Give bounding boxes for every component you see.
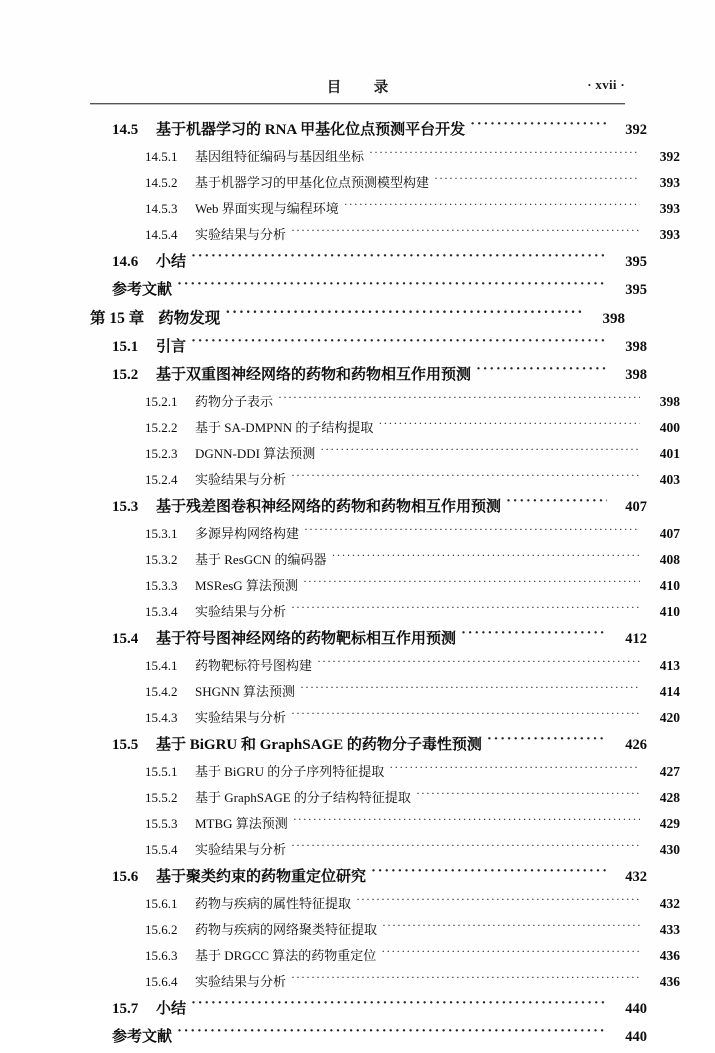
toc-entry[interactable] — [90, 655, 680, 681]
toc-entry[interactable] — [90, 469, 680, 495]
toc-entry-title: 基因组特征编码与基因组坐标 — [195, 149, 365, 164]
toc-entry-number: 14.6 — [112, 254, 139, 270]
dot-leader — [416, 789, 640, 802]
dot-leader — [177, 279, 607, 294]
toc-entry[interactable] — [90, 707, 680, 733]
dot-leader — [369, 148, 640, 161]
toc-entry-page-number: 398 — [625, 339, 647, 355]
toc-entry-number: 15.4.2 — [145, 684, 178, 699]
toc-entry-page-number: 395 — [625, 282, 647, 298]
toc-entry-title: 小结 — [156, 254, 187, 270]
toc-entry[interactable] — [90, 787, 680, 813]
toc-entry-title: 小结 — [156, 1001, 187, 1017]
toc-entry[interactable] — [90, 335, 647, 363]
toc-entry-page-number: 433 — [659, 922, 680, 937]
dot-leader — [382, 921, 640, 934]
dot-leader — [278, 393, 640, 406]
toc-entry[interactable] — [90, 601, 680, 627]
toc-entry-page-number: 400 — [659, 420, 680, 435]
toc-entry-number: 14.5.1 — [145, 149, 178, 164]
toc-entry-title: 基于 GraphSAGE 的分子结构特征提取 — [195, 790, 411, 805]
toc-entry-page-number: 398 — [659, 394, 680, 409]
toc-entry-number: 15.7 — [112, 1001, 139, 1017]
toc-entry[interactable] — [90, 945, 680, 971]
toc-entry-page-number: 395 — [625, 254, 647, 270]
toc-entry-title: MTBG 算法预测 — [195, 816, 288, 831]
toc-entry[interactable] — [90, 733, 647, 761]
toc-entry-page-number: 414 — [659, 684, 680, 699]
toc-entry-number: 15.2.1 — [145, 394, 178, 409]
toc-entry-number: 14.5.2 — [145, 175, 178, 190]
toc-entry-number: 14.5.3 — [145, 201, 178, 216]
toc-entry[interactable] — [90, 893, 680, 919]
toc-entry-page-number: 412 — [625, 631, 647, 647]
toc-entry-page-number: 398 — [602, 311, 625, 327]
toc-entry-page-number: 429 — [659, 816, 680, 831]
dot-leader — [378, 419, 640, 432]
header-rule — [90, 103, 625, 105]
toc-entry[interactable] — [90, 839, 680, 865]
toc-entry-title: Web 界面实现与编程环境 — [195, 201, 339, 216]
toc-entry-title: 药物分子表示 — [195, 394, 274, 409]
toc-entry-page-number: 407 — [625, 499, 647, 515]
toc-entry-page-number: 403 — [659, 472, 680, 487]
dot-leader — [177, 1026, 607, 1041]
toc-entry[interactable] — [90, 549, 680, 575]
toc-entry-page-number: 407 — [659, 526, 680, 541]
dot-leader — [291, 973, 640, 986]
toc-entry[interactable] — [90, 391, 680, 417]
dot-leader — [487, 734, 607, 749]
toc-entry-number: 14.5 — [112, 122, 139, 138]
dot-leader — [371, 866, 607, 881]
toc-entry-title: 引言 — [156, 339, 187, 355]
toc-entry-page-number: 436 — [659, 948, 680, 963]
toc-entry-page-number: 440 — [625, 1029, 647, 1045]
toc-entry[interactable] — [90, 306, 625, 335]
toc-entry-number: 15.2.2 — [145, 420, 178, 435]
toc-entry-number: 15.6.2 — [145, 922, 178, 937]
toc-entry-page-number: 410 — [659, 604, 680, 619]
dot-leader — [293, 815, 640, 828]
toc-entry-title: 实验结果与分析 — [195, 227, 287, 242]
toc-entry-number: 15.5.2 — [145, 790, 178, 805]
toc-entry-page-number: 432 — [659, 896, 680, 911]
toc-entry[interactable] — [90, 417, 680, 443]
toc-entry-number: 15.5.1 — [145, 764, 178, 779]
toc-entry-page-number: 393 — [659, 175, 680, 190]
toc-entry-title: 药物与疾病的属性特征提取 — [195, 896, 352, 911]
toc-entry-number: 15.3.3 — [145, 578, 178, 593]
toc-entry-number: 15.2.4 — [145, 472, 178, 487]
toc-entry-number: 15.2 — [112, 367, 139, 383]
toc-entry[interactable] — [90, 198, 680, 224]
dot-leader — [476, 364, 607, 379]
toc-entry-title: 实验结果与分析 — [195, 604, 287, 619]
toc-entry-page-number: 413 — [659, 658, 680, 673]
toc-entry-page-number: 426 — [625, 737, 647, 753]
toc-entry-number: 15.4 — [112, 631, 139, 647]
toc-entry[interactable] — [90, 250, 647, 278]
toc-entry-number: 15.2.3 — [145, 446, 178, 461]
dot-leader — [344, 200, 640, 213]
dot-leader — [434, 174, 640, 187]
toc-entry-page-number: 436 — [659, 974, 680, 989]
toc-entry-number: 15.4.3 — [145, 710, 178, 725]
toc-entry[interactable] — [90, 865, 647, 893]
toc-entry-number: 15.3.1 — [145, 526, 178, 541]
dot-leader — [389, 763, 640, 776]
toc-entry-page-number: 430 — [659, 842, 680, 857]
toc-entry-number: 15.4.1 — [145, 658, 178, 673]
toc-entry-number: 15.1 — [112, 339, 139, 355]
dot-leader — [506, 496, 607, 511]
toc-entry-number: 15.3.4 — [145, 604, 178, 619]
toc-entry-title: 药物发现 — [158, 310, 221, 327]
toc-entry-title: 基于 DRGCC 算法的药物重定位 — [195, 948, 377, 963]
toc-entry-title: 基于 BiGRU 的分子序列特征提取 — [195, 764, 385, 779]
dot-leader — [356, 895, 640, 908]
toc-entry[interactable] — [90, 172, 680, 198]
dot-leader — [191, 336, 607, 351]
toc-entry[interactable] — [90, 627, 647, 655]
dot-leader — [291, 471, 640, 484]
toc-entry-number: 15.5.3 — [145, 816, 178, 831]
dot-leader — [470, 119, 607, 134]
toc-entry-page-number: 432 — [625, 869, 647, 885]
dot-leader — [381, 947, 640, 960]
toc-entry-title: 实验结果与分析 — [195, 974, 287, 989]
dot-leader — [303, 577, 640, 590]
toc-entry[interactable] — [90, 495, 647, 523]
toc-entry-page-number: 392 — [625, 122, 647, 138]
toc-entry-number: 15.6 — [112, 869, 139, 885]
toc-entry-title: SHGNN 算法预测 — [195, 684, 296, 699]
dot-leader — [320, 445, 640, 458]
toc-entry[interactable] — [90, 761, 680, 787]
toc-entry-title: 实验结果与分析 — [195, 842, 287, 857]
toc-entry-title: 药物与疾病的网络聚类特征提取 — [195, 922, 378, 937]
toc-entry-title: 基于残差图卷积神经网络的药物和药物相互作用预测 — [156, 499, 502, 515]
toc-entry-page-number: 410 — [659, 578, 680, 593]
toc-entry-page-number: 420 — [659, 710, 680, 725]
toc-entry[interactable] — [90, 575, 680, 601]
toc-entry[interactable] — [90, 443, 680, 469]
dot-leader — [304, 525, 640, 538]
toc-entry-title: 基于 SA-DMPNN 的子结构提取 — [195, 420, 374, 435]
toc-entry[interactable] — [90, 971, 680, 997]
toc-entry[interactable] — [90, 224, 680, 250]
toc-entry[interactable] — [90, 278, 647, 306]
toc-entry[interactable] — [90, 997, 647, 1025]
toc-entry-title: 基于机器学习的 RNA 甲基化位点预测平台开发 — [156, 122, 466, 138]
toc-entry-title: 药物靶标符号图构建 — [195, 658, 313, 673]
dot-leader — [191, 998, 607, 1013]
toc-entry-title: 多源异构网络构建 — [195, 526, 300, 541]
dot-leader — [291, 841, 640, 854]
toc-entry-title: 基于机器学习的甲基化位点预测模型构建 — [195, 175, 430, 190]
toc-entry-page-number: 427 — [659, 764, 680, 779]
toc-entry-title: 基于符号图神经网络的药物靶标相互作用预测 — [156, 631, 457, 647]
toc-entry-number: 15.3.2 — [145, 552, 178, 567]
toc-entry[interactable] — [90, 523, 680, 549]
toc-entry-page-number: 440 — [625, 1001, 647, 1017]
toc-entry[interactable] — [90, 1025, 647, 1053]
dot-leader — [291, 603, 640, 616]
toc-entry-title: 基于 BiGRU 和 GraphSAGE 的药物分子毒性预测 — [156, 737, 482, 753]
page-folio: · xvii · — [587, 77, 625, 92]
toc-entry-title: 参考文献 — [112, 1029, 173, 1045]
toc-entry-number: 15.6.1 — [145, 896, 178, 911]
toc-entry-page-number: 428 — [659, 790, 680, 805]
toc-entry-title: 基于双重图神经网络的药物和药物相互作用预测 — [156, 367, 472, 383]
toc-entry-title: 实验结果与分析 — [195, 472, 287, 487]
toc-entry[interactable] — [90, 813, 680, 839]
dot-leader — [291, 709, 640, 722]
dot-leader — [461, 628, 607, 643]
toc-entry[interactable] — [90, 363, 647, 391]
dot-leader — [331, 551, 640, 564]
toc-entry-title: 基于 ResGCN 的编码器 — [195, 552, 327, 567]
toc-entry-title: 基于聚类约束的药物重定位研究 — [156, 869, 367, 885]
toc-entry-page-number: 408 — [659, 552, 680, 567]
toc-entry[interactable] — [90, 919, 680, 945]
toc-entry-number: 第 15 章 — [90, 310, 145, 327]
toc-entry-title: 参考文献 — [112, 282, 173, 298]
toc-entry-title: DGNN-DDI 算法预测 — [195, 446, 316, 461]
toc-entry-page-number: 393 — [659, 227, 680, 242]
dot-leader — [291, 226, 640, 239]
toc-list — [90, 118, 680, 1053]
toc-entry-number: 14.5.4 — [145, 227, 178, 242]
toc-entry[interactable] — [90, 118, 647, 146]
toc-entry-page-number: 393 — [659, 201, 680, 216]
dot-leader — [191, 251, 607, 266]
dot-leader — [300, 683, 640, 696]
dot-leader — [225, 308, 585, 324]
toc-entry-title: MSResG 算法预测 — [195, 578, 298, 593]
toc-entry-number: 15.5.4 — [145, 842, 178, 857]
running-head-title: 目 录 — [326, 80, 398, 96]
toc-entry-page-number: 392 — [659, 149, 680, 164]
toc-entry-title: 实验结果与分析 — [195, 710, 287, 725]
dot-leader — [317, 657, 640, 670]
toc-entry-page-number: 398 — [625, 367, 647, 383]
toc-entry-page-number: 401 — [659, 446, 680, 461]
toc-entry-number: 15.5 — [112, 737, 139, 753]
toc-entry-number: 15.3 — [112, 499, 139, 515]
running-head — [90, 76, 625, 102]
toc-entry[interactable] — [90, 681, 680, 707]
toc-entry[interactable] — [90, 146, 680, 172]
toc-entry-number: 15.6.3 — [145, 948, 178, 963]
toc-entry-number: 15.6.4 — [145, 974, 178, 989]
